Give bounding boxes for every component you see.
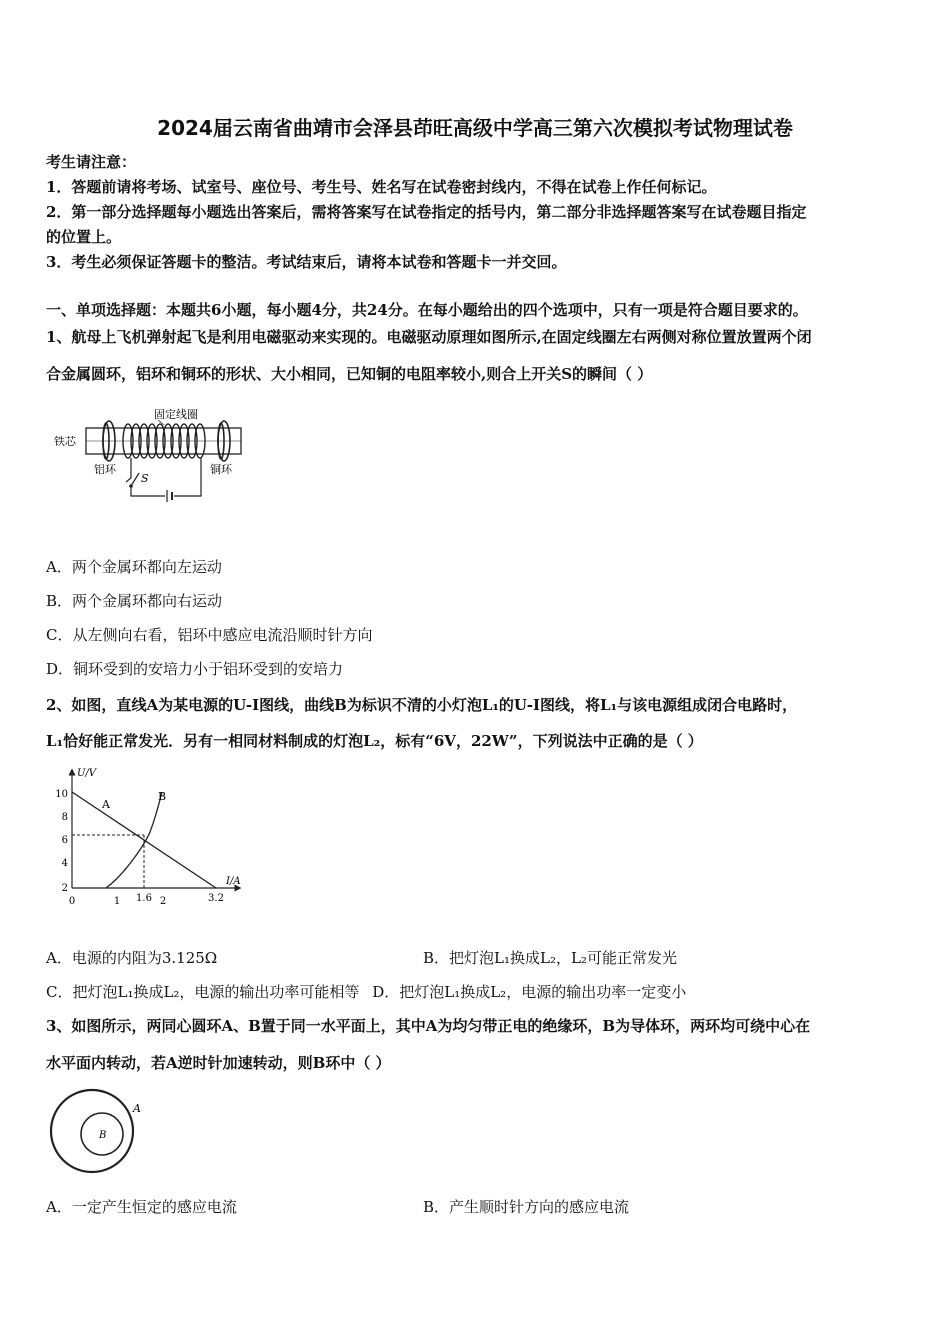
- curve-b: [106, 792, 162, 888]
- notice-heading: 考生请注意：: [46, 153, 137, 171]
- ring-a-label: A: [133, 1102, 141, 1115]
- outer-ring-a: [51, 1090, 133, 1172]
- circuit-wire: [126, 458, 201, 502]
- cu-ring-label: 铜环: [210, 463, 232, 476]
- q2-stem-line2: L₁恰好能正常发光．另有一相同材料制成的灯泡L₂，标有“6V，22W”，下列说法中正确的是（ ）: [46, 732, 703, 750]
- q1-option-d: D．铜环受到的安培力小于铝环受到的安培力: [46, 660, 344, 678]
- q1-option-a: A．两个金属环都向左运动: [46, 558, 222, 576]
- x-axis-label: I/A: [226, 876, 241, 887]
- notice-item-2-cont: 的位置上。: [46, 228, 122, 246]
- switch-pivot: [129, 484, 133, 488]
- q3-option-row1: [46, 1197, 910, 1217]
- y-tick-2: 2: [61, 883, 68, 894]
- al-ring-label: 铝环: [94, 463, 116, 476]
- exam-title: 2024届云南省曲靖市会泽县茚旺高级中学高三第六次模拟考试物理试卷: [157, 116, 793, 140]
- curve-b-label: B: [158, 790, 167, 803]
- x-tick-2: 2: [159, 896, 167, 907]
- q2-option-d: D．把灯泡L₁换成L₂，电源的输出功率一定变小: [372, 983, 687, 1001]
- q2-option-b: B．把灯泡L₁换成L₂，L₂可能正常发光: [423, 949, 677, 967]
- x-tick-0: 0: [68, 896, 76, 907]
- notice-item-1: 1．答题前请将考场、试室号、座位号、考生号、姓名写在试卷密封线内，不得在试卷上作任何标记。: [46, 178, 717, 196]
- x-tick-1: 1: [113, 896, 121, 907]
- q3-rings-figure: [46, 1086, 156, 1178]
- coil-label: 固定线圈: [154, 408, 198, 421]
- q1-stem-line2: 合金属圆环，铝环和铜环的形状、大小相同，已知铜的电阻率较小,则合上开关S的瞬间（ ）: [46, 365, 653, 383]
- switch-label: S: [141, 472, 149, 485]
- line-a-label: A: [102, 798, 110, 811]
- q2-ui-graph: [50, 762, 250, 912]
- y-tick-10: 10: [55, 789, 68, 800]
- q2-option-row1: [46, 948, 910, 968]
- y-tick-6: 6: [61, 835, 68, 846]
- q1-coil-figure: [46, 398, 256, 516]
- q2-option-a: A．电源的内阻为3.125Ω: [46, 949, 218, 967]
- q3-stem-line1: 3、如图所示，两同心圆环A、B置于同一水平面上，其中A为均匀带正电的绝缘环，B为导体环，两环均可绕中心在: [46, 1017, 811, 1035]
- notice-item-2: 2．第一部分选择题每小题选出答案后，需将答案写在试卷指定的括号内，第二部分非选择题答案写在试卷题目指定: [46, 203, 807, 221]
- q2-option-c: C．把灯泡L₁换成L₂，电源的输出功率可能相等: [46, 983, 360, 1001]
- q3-option-a: A．一定产生恒定的感应电流: [46, 1198, 237, 1216]
- x-tick-1-6: 1.6: [136, 893, 152, 904]
- q1-option-b: B．两个金属环都向右运动: [46, 592, 223, 610]
- q1-option-c: C．从左侧向右看，铝环中感应电流沿顺时针方向: [46, 626, 373, 644]
- q1-stem-line1: 1、航母上飞机弹射起飞是利用电磁驱动来实现的。电磁驱动原理如图所示,在固定线圈左右两侧对称位置放置两个闭: [46, 328, 812, 346]
- x-tick-3-2: 3.2: [208, 893, 224, 904]
- q2-option-row2: [46, 982, 910, 1002]
- y-tick-8: 8: [61, 812, 68, 823]
- q3-option-b: B．产生顺时针方向的感应电流: [423, 1198, 630, 1216]
- ring-b-label: B: [99, 1130, 107, 1141]
- core-label: 铁芯: [54, 435, 76, 448]
- q2-stem-line1: 2、如图，直线A为某电源的U-I图线，曲线B为标识不清的小灯泡L₁的U-I图线，将L₁与该电源组成闭合电路时，: [46, 696, 798, 714]
- y-axis-label: U/V: [77, 768, 97, 779]
- q3-stem-line2: 水平面内转动，若A逆时针加速转动，则B环中（ ）: [46, 1054, 391, 1072]
- section-heading: 一、单项选择题：本题共6小题，每小题4分，共24分。在每小题给出的四个选项中，只有一项是符合题目要求的。: [46, 301, 808, 319]
- y-tick-4: 4: [61, 858, 68, 869]
- notice-item-3: 3．考生必须保证答题卡的整洁。考试结束后，请将本试卷和答题卡一并交回。: [46, 253, 567, 271]
